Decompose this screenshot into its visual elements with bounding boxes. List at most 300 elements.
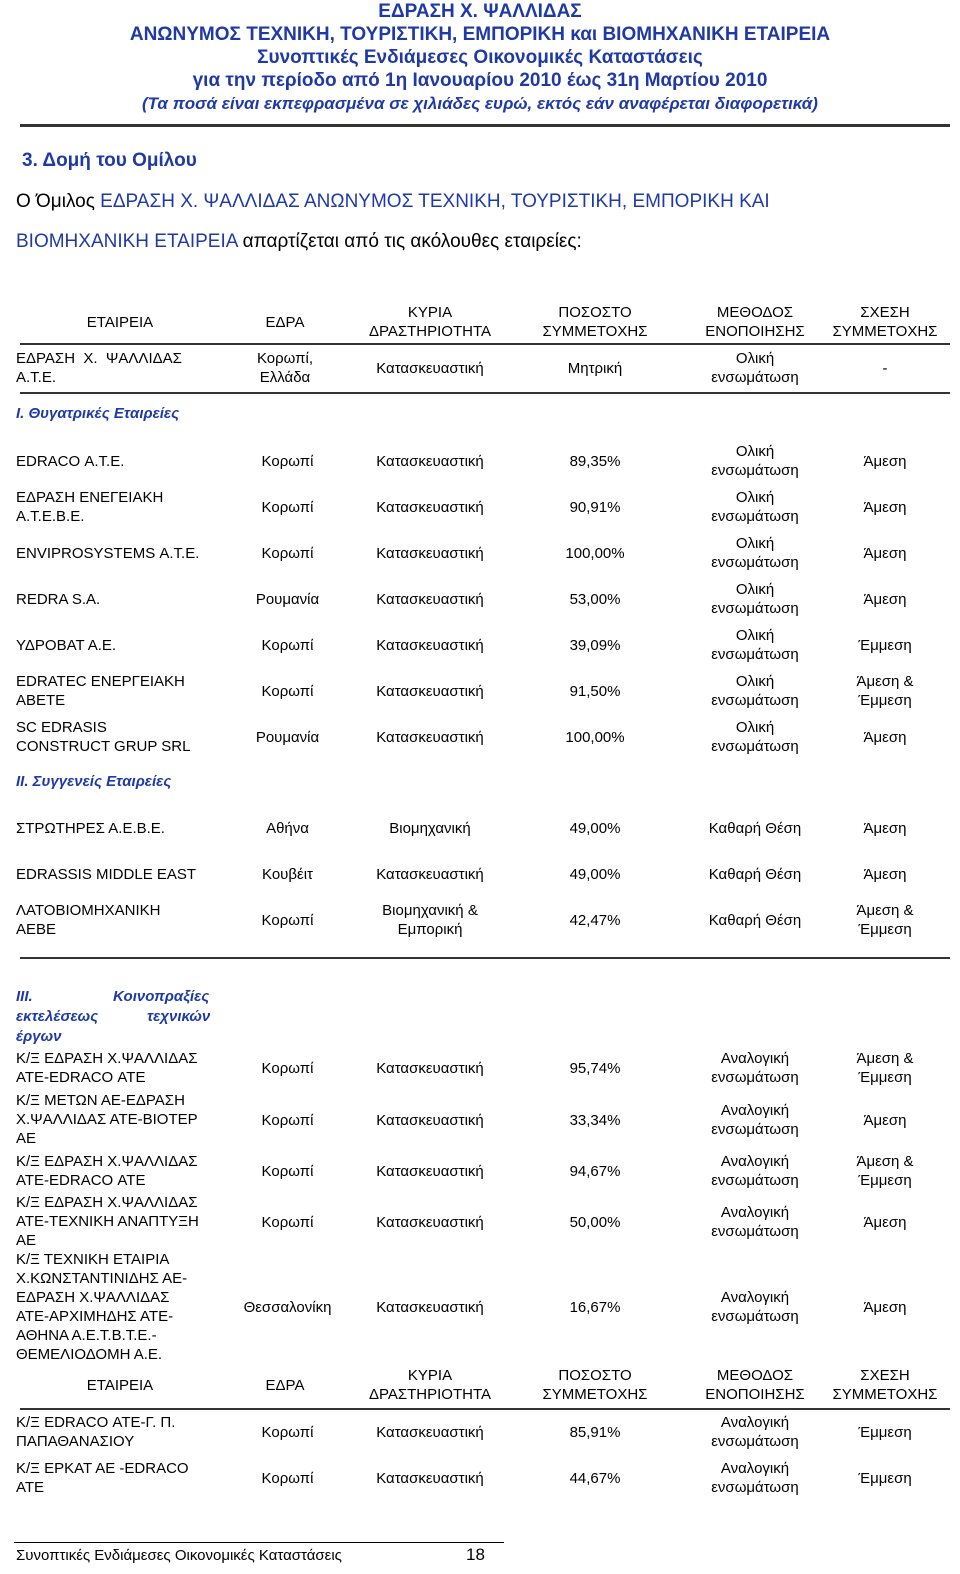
jv2-company-line: Κ/Ξ ΕΡΚΑΤ ΑΕ -EDRACO	[16, 1460, 189, 1477]
jv-method	[690, 1152, 820, 1190]
jv2-company-line: Κ/Ξ EDRACO ΑΤΕ-Γ. Π.	[16, 1414, 176, 1431]
parent-company-1: ΕΔΡΑΣΗ Χ. ΨΑΛΛΙΔΑΣ	[16, 350, 182, 367]
intro-line-1	[16, 184, 946, 219]
jv-relation-line: Άμεση	[863, 1299, 907, 1316]
sub-relation-line: Άμεση	[863, 453, 907, 470]
jv-method-line: Αναλογική	[720, 1050, 790, 1067]
jv2-percent	[525, 1423, 665, 1442]
jv-activity-line: Κατασκευαστική	[376, 1060, 484, 1077]
jv-company-line: Κ/Ξ ΕΔΡΑΣΗ Χ.ΨΑΛΛΙΔΑΣ	[16, 1194, 198, 1211]
jv-method	[690, 1101, 820, 1139]
sub-activity-line: Κατασκευαστική	[376, 453, 484, 470]
jv-percent	[525, 1111, 665, 1130]
footer-rule	[14, 1542, 504, 1543]
sub-seat-line: Κορωπί	[261, 499, 314, 516]
sub-method-line: ενσωμάτωση	[711, 646, 799, 663]
jv-relation-line: Έμμεση	[858, 1069, 912, 1086]
jv-method-line: Αναλογική	[720, 1153, 790, 1170]
assoc-company	[16, 865, 246, 884]
jv-relation-line: Άμεση &	[856, 1153, 914, 1170]
jv2-seat-line: Κορωπί	[261, 1424, 314, 1441]
assoc-seat-line: Κορωπί	[261, 912, 314, 929]
assoc-seat	[225, 911, 350, 930]
sub-percent	[525, 682, 665, 701]
col-percent-2: ΣΥΜΜΕΤΟΧΗΣ	[542, 323, 648, 340]
sub-company	[16, 718, 246, 756]
jv-company-line: Κ/Ξ ΕΔΡΑΣΗ Χ.ΨΑΛΛΙΔΑΣ	[16, 1050, 198, 1067]
jv-company	[16, 1152, 246, 1190]
sub-method-line: ενσωμάτωση	[711, 600, 799, 617]
jv2-company-line: ΑΤΕ	[16, 1479, 45, 1496]
sub-company-line: REDRA S.A.	[16, 591, 101, 608]
jv-seat-line: Θεσσαλονίκη	[243, 1299, 332, 1316]
jv-percent-line: 50,00%	[569, 1213, 621, 1231]
sub-percent-line: 53,00%	[569, 591, 621, 608]
sub-percent	[525, 498, 665, 517]
jv-activity	[350, 1111, 510, 1130]
page-number: 18	[466, 1545, 485, 1564]
jv-seat-line: Κορωπί	[261, 1060, 314, 1077]
jv-relation	[820, 1298, 950, 1317]
assoc-relation	[820, 819, 950, 838]
header-rule	[20, 124, 950, 127]
assoc-method-line: Καθαρή Θέση	[708, 866, 802, 883]
sub-percent-line: 91,50%	[569, 683, 621, 700]
assoc-activity-line: Εμπορική	[397, 921, 463, 938]
jv-relation-line: Άμεση &	[856, 1050, 914, 1067]
jv2-percent	[525, 1469, 665, 1488]
assoc-relation-line: Έμμεση	[858, 921, 912, 938]
assoc-method-line: Καθαρή Θέση	[708, 820, 802, 837]
col-seat: ΕΔΡΑ	[265, 314, 305, 331]
assoc-method	[680, 911, 830, 930]
jv-title-2b: τεχνικών	[147, 1008, 211, 1025]
sub-relation-line: Έμμεση	[858, 692, 912, 709]
sub-relation-line: Άμεση	[863, 591, 907, 608]
jv2-activity	[350, 1469, 510, 1488]
sub-relation-line: Άμεση	[863, 545, 907, 562]
col-method-2: ΕΝΟΠΟΙΗΣΗΣ	[705, 323, 805, 340]
sub-percent-line: 100,00%	[565, 729, 625, 746]
sub-method-line: Ολική	[735, 673, 775, 690]
col2-relation-2: ΣΥΜΜΕΤΟΧΗΣ	[832, 1386, 938, 1403]
jv2-company	[16, 1413, 246, 1451]
sub-percent-line: 39,09%	[569, 637, 621, 654]
sub-method-line: Ολική	[735, 535, 775, 552]
col-relation-1: ΣΧΕΣΗ	[860, 304, 910, 321]
header-statements: Συνοπτικές Ενδιάμεσες Οικονομικές Καταστάσεις	[257, 47, 703, 68]
jv2-method	[690, 1459, 820, 1497]
parent-row-rule	[20, 392, 950, 394]
sub-relation	[820, 498, 950, 517]
sub-relation	[820, 728, 950, 747]
assoc-company-line: EDRASSIS MIDDLE EAST	[16, 866, 197, 883]
sub-relation	[820, 590, 950, 609]
jv2-percent-line: 85,91%	[569, 1424, 621, 1441]
jv2-method-line: ενσωμάτωση	[711, 1479, 799, 1496]
jv-activity-line: Κατασκευαστική	[376, 1299, 484, 1316]
jv-percent	[525, 1213, 665, 1232]
jv-method-line: ενσωμάτωση	[711, 1222, 799, 1240]
jv-title-1b: Κοινοπραξίες	[113, 988, 210, 1005]
jv-method	[690, 1203, 820, 1241]
jv-seat	[225, 1162, 350, 1181]
assoc-seat	[225, 819, 350, 838]
jv2-activity-line: Κατασκευαστική	[376, 1470, 484, 1487]
jv2-percent-line: 44,67%	[569, 1470, 621, 1487]
header-period: για την περίοδο από 1η Ιανουαρίου 2010 έως 31η Μαρτίου 2010	[192, 70, 768, 91]
sub-activity-line: Κατασκευαστική	[376, 683, 484, 700]
col2-activity-1: ΚΥΡΙΑ	[407, 1367, 453, 1384]
jv2-relation-line: Έμμεση	[858, 1470, 912, 1487]
parent-seat-1: Κορωπί,	[256, 350, 314, 367]
col-method-1: ΜΕΘΟΔΟΣ	[716, 304, 794, 321]
sub-percent-line: 89,35%	[569, 453, 621, 470]
jv-company	[16, 1193, 246, 1250]
assoc-method	[680, 865, 830, 884]
jv-relation	[820, 1111, 950, 1130]
sub-company	[16, 590, 246, 609]
sub-seat	[225, 682, 350, 701]
parent-seat	[245, 349, 325, 387]
assoc-activity-line: Κατασκευαστική	[376, 866, 484, 883]
intro-company-cont: ΒΙΟΜΗΧΑΝΙΚΗ ΕΤΑΙΡΕΙΑ	[16, 231, 238, 252]
sub-relation	[820, 636, 950, 655]
sub-company-line: Α.Τ.Ε.Β.Ε.	[16, 508, 85, 525]
col-method	[690, 303, 820, 341]
jv-method	[690, 1288, 820, 1326]
jv-activity	[350, 1162, 510, 1181]
parent-percent: Μητρική	[567, 360, 623, 377]
col-relation-2: ΣΥΜΜΕΤΟΧΗΣ	[832, 323, 938, 340]
jv2-relation	[820, 1423, 950, 1442]
sub-percent	[525, 636, 665, 655]
col2-method	[690, 1366, 820, 1404]
col-activity	[350, 303, 510, 341]
sub-relation-line: Άμεση	[863, 729, 907, 746]
sub-activity	[350, 728, 510, 747]
jv-relation-line: Άμεση	[863, 1111, 907, 1129]
col-activity-2: ΔΡΑΣΤΗΡΙΟΤΗΤΑ	[368, 323, 492, 340]
jv2-method-line: ενσωμάτωση	[711, 1433, 799, 1450]
jv-percent-line: 95,74%	[569, 1060, 621, 1077]
sub-seat	[225, 452, 350, 471]
jv-seat-line: Κορωπί	[261, 1163, 314, 1180]
sub-seat-line: Κορωπί	[261, 453, 314, 470]
sub-relation-line: Άμεση	[863, 499, 907, 516]
jv2-relation-line: Έμμεση	[858, 1424, 912, 1441]
jv-seat-line: Κορωπί	[261, 1213, 314, 1231]
jv-company-line: ΑΤΕ-ΤΕΧΝΙΚΗ ΑΝΑΠΤΥΞΗ	[16, 1213, 199, 1230]
sub-activity-line: Κατασκευαστική	[376, 545, 484, 562]
jv2-seat	[225, 1423, 350, 1442]
col2-percent-2: ΣΥΜΜΕΤΟΧΗΣ	[542, 1386, 648, 1403]
report-header	[0, 0, 960, 115]
jv-activity	[350, 1059, 510, 1078]
assoc-company-line: ΣΤΡΩΤΗΡΕΣ Α.Ε.Β.Ε.	[16, 820, 165, 837]
footer-text: Συνοπτικές Ενδιάμεσες Οικονομικές Καταστάσεις	[16, 1547, 342, 1564]
jv-method-line: ενσωμάτωση	[711, 1069, 799, 1086]
jv-relation	[820, 1213, 950, 1232]
sub-method	[690, 672, 820, 710]
jv-activity-line: Κατασκευαστική	[376, 1111, 484, 1129]
jv2-seat-line: Κορωπί	[261, 1470, 314, 1487]
sub-activity	[350, 682, 510, 701]
col-activity-1: ΚΥΡΙΑ	[407, 304, 453, 321]
col2-seat: ΕΔΡΑ	[265, 1377, 305, 1394]
sub-percent-line: 100,00%	[565, 545, 625, 562]
jv-company-line: ΕΔΡΑΣΗ Χ.ΨΑΛΛΙΔΑΣ	[16, 1289, 170, 1306]
sub-company	[16, 452, 246, 471]
assoc-percent-line: 49,00%	[569, 866, 621, 883]
header-full-name: ΑΝΩΝΥΜΟΣ ΤΕΧΝΙΚΗ, ΤΟΥΡΙΣΤΙΚΗ, ΕΜΠΟΡΙΚΗ και ΒΙΟΜΗΧΑΝΙΚΗ ΕΤΑΙΡΕΙΑ	[129, 24, 831, 45]
col2-activity-2: ΔΡΑΣΤΗΡΙΟΤΗΤΑ	[368, 1386, 492, 1403]
sub-company	[16, 672, 246, 710]
assoc-company-line: ΑΕΒΕ	[16, 921, 57, 938]
sub-company-line: SC EDRASIS	[16, 719, 107, 736]
jv-method-line: Αναλογική	[720, 1289, 790, 1306]
col-relation	[820, 303, 950, 341]
sub-activity	[350, 544, 510, 563]
col-company: ΕΤΑΙΡΕΙΑ	[86, 314, 154, 331]
sub-company-line: CONSTRUCT GRUP SRL	[16, 738, 191, 755]
sub-method-line: ενσωμάτωση	[711, 508, 799, 525]
assoc-seat-line: Αθήνα	[266, 820, 309, 837]
jv-activity	[350, 1213, 510, 1232]
sub-method	[690, 718, 820, 756]
jv-percent	[525, 1059, 665, 1078]
sub-activity	[350, 452, 510, 471]
sub-company	[16, 636, 246, 655]
jv-title-1a: ΙΙΙ.	[16, 988, 33, 1005]
jv2-relation	[820, 1469, 950, 1488]
jv-method-line: ενσωμάτωση	[711, 1172, 799, 1189]
jv-company-line: Κ/Ξ ΤΕΧΝΙΚΗ ΕΤΑΙΡΙΑ	[16, 1251, 170, 1268]
assoc-relation-line: Άμεση	[863, 866, 907, 883]
jv-company-line: Χ.ΨΑΛΛΙΔΑΣ ΑΤΕ-ΒΙΟΤΕΡ	[16, 1111, 198, 1128]
jv2-company-line: ΠΑΠΑΘΑΝΑΣΙΟΥ	[16, 1433, 135, 1450]
jv-company-line: ΑΤΕ-EDRACO ΑΤΕ	[16, 1172, 146, 1189]
sub-seat	[225, 498, 350, 517]
jv-method-line: ενσωμάτωση	[711, 1308, 799, 1325]
parent-company-2: Α.Τ.Ε.	[16, 369, 57, 386]
intro-line-2	[16, 224, 946, 259]
assoc-company	[16, 819, 246, 838]
jv-percent-line: 33,34%	[569, 1111, 621, 1129]
jv-method-line: Αναλογική	[720, 1203, 790, 1221]
sub-activity-line: Κατασκευαστική	[376, 591, 484, 608]
jv-activity	[350, 1298, 510, 1317]
sub-percent	[525, 452, 665, 471]
jv2-method	[690, 1413, 820, 1451]
sub-method	[690, 534, 820, 572]
subsidiaries-title: Ι. Θυγατρικές Εταιρείες	[16, 405, 180, 422]
column-header-2-rule	[20, 1408, 950, 1410]
sub-relation	[820, 672, 950, 710]
jv-company	[16, 1250, 246, 1364]
jv2-activity-line: Κατασκευαστική	[376, 1424, 484, 1441]
jv-title-2a: εκτελέσεως	[16, 1008, 99, 1025]
assoc-relation-line: Άμεση &	[856, 902, 914, 919]
parent-method-1: Ολική	[735, 350, 775, 367]
assoc-percent-line: 42,47%	[569, 912, 621, 929]
jv-seat	[225, 1059, 350, 1078]
jv-company	[16, 1091, 246, 1148]
sub-percent	[525, 590, 665, 609]
sub-method-line: ενσωμάτωση	[711, 462, 799, 479]
col2-activity	[350, 1366, 510, 1404]
sub-seat	[225, 728, 350, 747]
sub-method-line: ενσωμάτωση	[711, 738, 799, 755]
sub-company-line: ΑΒΕΤΕ	[16, 692, 66, 709]
sub-seat	[225, 590, 350, 609]
jv-seat-line: Κορωπί	[261, 1111, 314, 1129]
sub-activity	[350, 590, 510, 609]
parent-seat-2: Ελλάδα	[259, 369, 311, 386]
sub-activity	[350, 636, 510, 655]
jv-company-line: Κ/Ξ ΜΕΤΩΝ ΑΕ-ΕΔΡΑΣΗ	[16, 1092, 185, 1109]
jv-company-line: ΑΤΕ-ΑΡΧΙΜΗΔΗΣ ΑΤΕ-	[16, 1308, 174, 1325]
jv-company-line: Κ/Ξ ΕΔΡΑΣΗ Χ.ΨΑΛΛΙΔΑΣ	[16, 1153, 198, 1170]
assoc-activity-line: Βιομηχανική	[389, 820, 471, 837]
jv-activity-line: Κατασκευαστική	[376, 1163, 484, 1180]
intro-company: ΕΔΡΑΣΗ Χ. ΨΑΛΛΙΔΑΣ ΑΝΩΝΥΜΟΣ ΤΕΧΝΙΚΗ, ΤΟΥΡΙΣΤΙΚΗ, ΕΜΠΟΡΙΚΗ ΚΑΙ	[100, 191, 770, 212]
col2-method-2: ΕΝΟΠΟΙΗΣΗΣ	[705, 1386, 805, 1403]
associates-rule	[20, 957, 950, 959]
sub-company	[16, 544, 246, 563]
jv-seat	[225, 1111, 350, 1130]
col2-percent	[525, 1366, 665, 1404]
sub-company-line: EDRACO Α.Τ.Ε.	[16, 453, 125, 470]
sub-seat-line: Κορωπί	[261, 545, 314, 562]
sub-relation-line: Έμμεση	[858, 637, 912, 654]
jv-company-line: ΑΤΕ-EDRACO ΑΤΕ	[16, 1069, 146, 1086]
parent-method-2: ενσωμάτωση	[711, 369, 799, 386]
jv-method-line: Αναλογική	[720, 1101, 790, 1119]
col-percent	[525, 303, 665, 341]
jv-company-line: ΑΕ	[16, 1130, 37, 1147]
assoc-activity	[350, 865, 510, 884]
jv-activity-line: Κατασκευαστική	[376, 1213, 484, 1231]
jv-company	[16, 1049, 246, 1087]
jv-relation	[820, 1049, 950, 1087]
sub-method	[690, 626, 820, 664]
assoc-activity	[350, 901, 510, 939]
header-company: ΕΔΡΑΣΗ Χ. ΨΑΛΛΙΔΑΣ	[378, 1, 582, 22]
assoc-method-line: Καθαρή Θέση	[708, 912, 802, 929]
assoc-percent-line: 49,00%	[569, 820, 621, 837]
jv-title-3: έργων	[16, 1028, 62, 1045]
jv-relation-line: Έμμεση	[858, 1172, 912, 1189]
sub-seat-line: Ρουμανία	[255, 729, 320, 746]
jv-percent	[525, 1162, 665, 1181]
assoc-activity-line: Βιομηχανική &	[382, 902, 478, 919]
jv2-method-line: Αναλογική	[720, 1414, 790, 1431]
jv-percent-line: 16,67%	[569, 1299, 621, 1316]
sub-method-line: ενσωμάτωση	[711, 692, 799, 709]
col2-relation-1: ΣΧΕΣΗ	[860, 1367, 910, 1384]
sub-method-line: Ολική	[735, 719, 775, 736]
jv-relation-line: Άμεση	[863, 1213, 907, 1231]
assoc-relation	[820, 901, 950, 939]
parent-method	[690, 349, 820, 387]
sub-method	[690, 488, 820, 526]
jv-company-line: ΘΕΜΕΛΙΟΔΟΜΗ Α.Ε.	[16, 1346, 163, 1363]
assoc-company-line: ΛΑΤΟΒΙΟΜΗΧΑΝΙΚΗ	[16, 902, 161, 919]
intro-rest: απαρτίζεται από τις ακόλουθες εταιρείες:	[237, 231, 582, 252]
header-note: (Τα ποσά είναι εκπεφρασμένα σε χιλιάδες ευρώ, εκτός εάν αναφέρεται διαφορετικά)	[142, 94, 818, 113]
assoc-activity	[350, 819, 510, 838]
sub-percent	[525, 544, 665, 563]
jv-company-line: ΑΕ	[16, 1232, 37, 1249]
col2-percent-1: ΠΟΣΟΣΤΟ	[558, 1367, 632, 1384]
assoc-seat	[225, 865, 350, 884]
sub-activity	[350, 498, 510, 517]
associates-title: ΙΙ. Συγγενείς Εταιρείες	[16, 773, 172, 790]
sub-percent	[525, 728, 665, 747]
parent-relation: -	[882, 360, 888, 377]
sub-seat-line: Ρουμανία	[255, 591, 320, 608]
jv-method	[690, 1049, 820, 1087]
jv-percent-line: 94,67%	[569, 1163, 621, 1180]
assoc-seat-line: Κουβέιτ	[262, 866, 313, 883]
assoc-percent	[525, 819, 665, 838]
jv2-company	[16, 1459, 246, 1497]
sub-company-line: ΕΔΡΑΣΗ ΕΝΕΓΕΙΑΚΗ	[16, 489, 164, 506]
jv2-seat	[225, 1469, 350, 1488]
jv-company-line: ΑΘΗΝΑ Α.Ε.Τ.Β.Τ.Ε.-	[16, 1327, 157, 1344]
intro-prefix: Ο Όμιλος	[16, 191, 101, 212]
col2-method-1: ΜΕΘΟΔΟΣ	[716, 1367, 794, 1384]
sub-activity-line: Κατασκευαστική	[376, 729, 484, 746]
col2-relation	[820, 1366, 950, 1404]
col2-company: ΕΤΑΙΡΕΙΑ	[86, 1377, 154, 1394]
sub-percent-line: 90,91%	[569, 499, 621, 516]
parent-activity: Κατασκευαστική	[376, 360, 484, 377]
assoc-method	[680, 819, 830, 838]
jv2-activity	[350, 1423, 510, 1442]
sub-method-line: Ολική	[735, 489, 775, 506]
column-header-rule	[20, 343, 950, 345]
sub-method	[690, 442, 820, 480]
jv-seat	[225, 1298, 350, 1317]
sub-method	[690, 580, 820, 618]
sub-company-line: ENVIPROSYSTEMS Α.Τ.Ε.	[16, 545, 200, 562]
sub-relation	[820, 544, 950, 563]
section-title: 3. Δομή του Ομίλου	[22, 150, 197, 171]
assoc-percent	[525, 911, 665, 930]
sub-seat	[225, 636, 350, 655]
sub-company-line: ΥΔΡΟΒΑΤ Α.Ε.	[16, 637, 117, 654]
sub-method-line: Ολική	[735, 443, 775, 460]
jv-relation	[820, 1152, 950, 1190]
jv-method-line: ενσωμάτωση	[711, 1120, 799, 1138]
assoc-relation-line: Άμεση	[863, 820, 907, 837]
assoc-relation	[820, 865, 950, 884]
sub-activity-line: Κατασκευαστική	[376, 499, 484, 516]
sub-relation-line: Άμεση &	[856, 673, 914, 690]
sub-activity-line: Κατασκευαστική	[376, 637, 484, 654]
sub-relation	[820, 452, 950, 471]
sub-company	[16, 488, 246, 526]
sub-seat	[225, 544, 350, 563]
sub-method-line: Ολική	[735, 627, 775, 644]
assoc-company	[16, 901, 246, 939]
jv-company-line: Χ.ΚΩΝΣΤΑΝΤΙΝΙΔΗΣ ΑΕ-	[16, 1270, 188, 1287]
sub-method-line: ενσωμάτωση	[711, 554, 799, 571]
assoc-percent	[525, 865, 665, 884]
sub-method-line: Ολική	[735, 581, 775, 598]
